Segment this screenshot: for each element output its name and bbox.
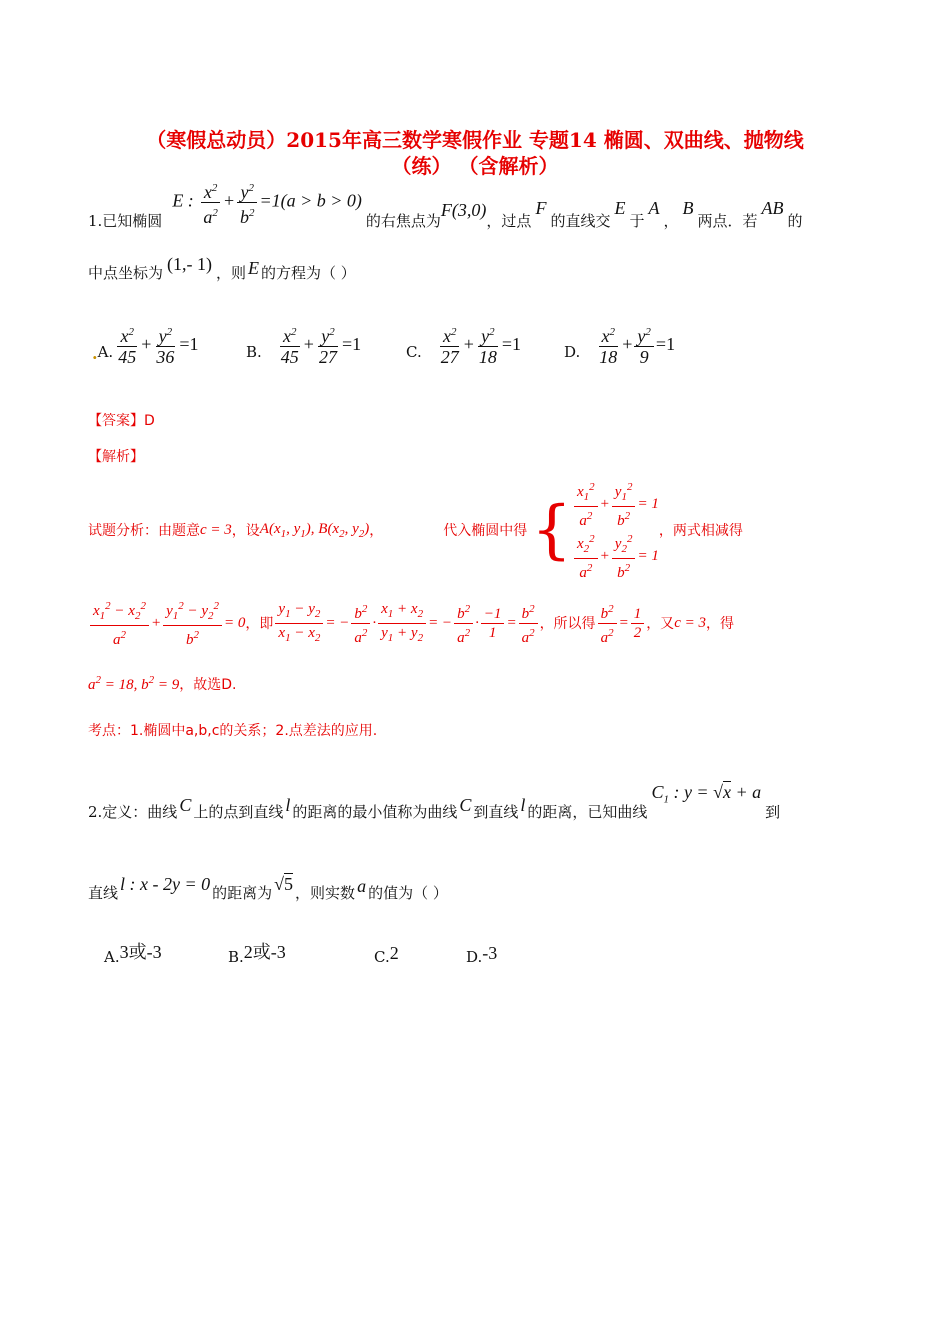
q2-line2c: ，则实数 [295,884,356,902]
q1-var-b: B [682,197,694,218]
q1-analysis-line1 [88,481,743,581]
q1-option-c-label: C. [406,343,422,361]
q1-line2a: 中点坐标为 [88,264,164,282]
q1-kaodian: 考点：1.椭圆中a,b,c的关系；2.点差法的应用. [88,723,378,739]
q2-var-c: C [179,794,192,815]
q2-line2d: 的值为（ ） [368,884,448,902]
q2-curve-equation: $C_1$ : y = √x + a [651,782,762,806]
q1-mid3: 的直线交 [550,211,611,230]
q1-mid7: 的 [787,211,803,230]
q1-slope-equation: $\frac{y_1 - y_2}{x_1 - x_2}$ = − $\frac{b^2}{a^2}$ · $\frac{x_1 + x_2}{y_1 + y_2}$ = − $\frac{b^2}{a^2}$ · $\frac{-1}{1}$ = $\frac{b^2}{a^2}$ [273,600,539,647]
q2-line-equation: l : x - 2y = 0 [120,874,211,894]
q1-option-b[interactable]: B. $\frac{x^2}{45}$ + $\frac{y^2}{27}$ =1 [246,322,406,367]
q1-var-e: E [614,197,626,218]
q1-comma: ， [369,523,384,539]
q2-mid4: 的距离，已知曲线 [527,802,648,821]
q1-options [92,322,714,367]
q1-option-b-den2: 27 [318,347,337,367]
q1-analysis3: ，故选D. [179,677,237,693]
page-title [0,124,950,153]
q2-var-l2: l [520,794,526,815]
q1-option-d-den2: 9 [639,347,649,367]
q2-mid2: 的距离的最小值称为曲线 [292,802,458,821]
q1-option-c[interactable]: C. $\frac{x^2}{27}$ + $\frac{y^2}{18}$ =1 [406,322,564,367]
q1-analysis2b: ，所以得 [539,616,596,632]
q1-option-a-den1: 45 [118,347,137,367]
q1-option-a[interactable]: . A. $\frac{x^2}{45}$ + $\frac{y^2}{36}$ =1 [92,322,246,367]
q2-option-d-value: -3 [482,943,498,963]
q1-var-f: F [535,197,547,218]
q1-option-a-label: A. [97,343,114,361]
q1-mid4: 于 [629,211,645,230]
q2-option-b-value: 2或-3 [243,942,286,962]
q2-line2b: 的距离为 [212,884,273,902]
q1-c-eq-3: c = 3 [200,521,232,538]
q2-option-d-label: D. [466,948,483,966]
q2-option-c-label: C. [374,948,390,966]
q1-analysis-line2 [88,598,734,648]
q2-var-l: l [285,794,291,815]
q2-line1 [88,782,781,822]
q1-option-b-label: B. [246,343,262,361]
q1-option-c-den2: 18 [478,347,497,367]
q2-option-b-label: B. [228,948,244,966]
bullet-dot-icon: . [92,344,98,363]
q1-option-d-label: D. [564,343,581,361]
q1-midpoint: (1,- 1) [167,254,212,274]
q1-line1 [88,178,803,238]
q1-prefix: 1.已知椭圆 [88,211,163,230]
q2-line2a: 直线 [88,884,119,902]
q1-answer: 【答案】D [88,413,155,429]
q1-analysis-line3 [88,674,236,694]
q2-option-c-value: 2 [389,943,399,963]
q1-analysis2d: ，得 [705,616,734,632]
q1-var-e2: E [248,258,260,278]
q2-mid3: 到直线 [473,802,519,821]
q2-options [104,940,546,966]
q1-analysis-head: 【解析】 [88,449,144,465]
q2-var-a: a [357,876,367,896]
q1-line2c: 的方程为（ ） [261,264,356,282]
q1-ellipse-equation: E : $\frac{x^2}{a^2}$ + $\frac{y^2}{b^2}$ =1(a > b > 0) [172,178,362,227]
q1-c-eq-3b: c = 3 [674,614,706,631]
q1-focus: F(3,0) [440,199,487,220]
q2-option-b[interactable] [228,940,374,966]
page-subtitle [0,150,950,179]
q1-option-a-den2: 36 [156,347,175,367]
q1-option-d-den1: 18 [599,347,618,367]
q2-sqrt5: √5 [274,874,294,894]
q1-mid5: ， [663,211,679,230]
q1-option-c-den1: 27 [440,347,459,367]
q1-points-ab: $A(x_1$, $y_1$), $B(x_2$, $y_2$) [259,520,370,540]
q2-option-d[interactable] [466,945,546,966]
q1-mid1: 的右焦点为 [365,211,441,230]
left-brace-icon: { [531,493,572,567]
q1-analysis2a: ，即 [245,616,274,632]
q1-line2b: ，则 [216,264,247,282]
q1-analysis1a: 试题分析：由题意 [88,523,200,539]
q1-var-a: A [648,197,660,218]
q1-ratio: $\frac{b^2}{a^2}$ = $\frac{1}{2}$ [596,600,647,647]
q2-line2 [88,874,448,903]
q2-option-a-value: 3或-3 [119,942,162,962]
q2-prefix: 2.定义：曲线 [88,802,178,821]
title-line2: （练） （含解析） [391,154,559,178]
q1-mid2: ，过点 [486,211,532,230]
q1-mid6: 两点．若 [697,211,758,230]
q2-option-a[interactable] [104,940,228,966]
q1-result-values: $a^2 = 18$, $b^2 = 9$ [88,674,180,693]
q1-system: $\frac{x_1^2}{a^2}$ + $\frac{y_1^2}{b^2}$ = 1 $\frac{x_2^2}{a^2}$ + $\frac{y_2^2}{b^2}$ = 1 [572,478,659,582]
q1-option-b-den1: 45 [280,347,299,367]
q1-option-d[interactable]: D. $\frac{x^2}{18}$ + $\frac{y^2}{9}$ =1 [564,322,714,367]
q1-analysis1b: ，设 [231,523,260,539]
q1-line2 [88,254,356,283]
q2-mid1: 上的点到直线 [193,802,284,821]
q2-option-c[interactable] [374,945,466,966]
q2-mid5: 到 [765,802,781,821]
q1-difference-equation: $\frac{x_1^2 - x_2^2}{a^2}$ + $\frac{y_1^2 - y_2^2}{b^2}$ = 0 [88,597,245,649]
title-line1: （寒假总动员）2015年高三数学寒假作业 专题14 椭圆、双曲线、抛物线 [146,128,804,152]
q1-analysis1d: ，两式相减得 [658,523,743,539]
q1-analysis2c: ，又 [646,616,675,632]
q1-var-ab: AB [761,197,784,218]
q2-option-a-label: A. [104,948,120,966]
q2-var-c2: C [459,794,472,815]
q1-analysis1c: 代入椭圆中得 [443,523,528,539]
